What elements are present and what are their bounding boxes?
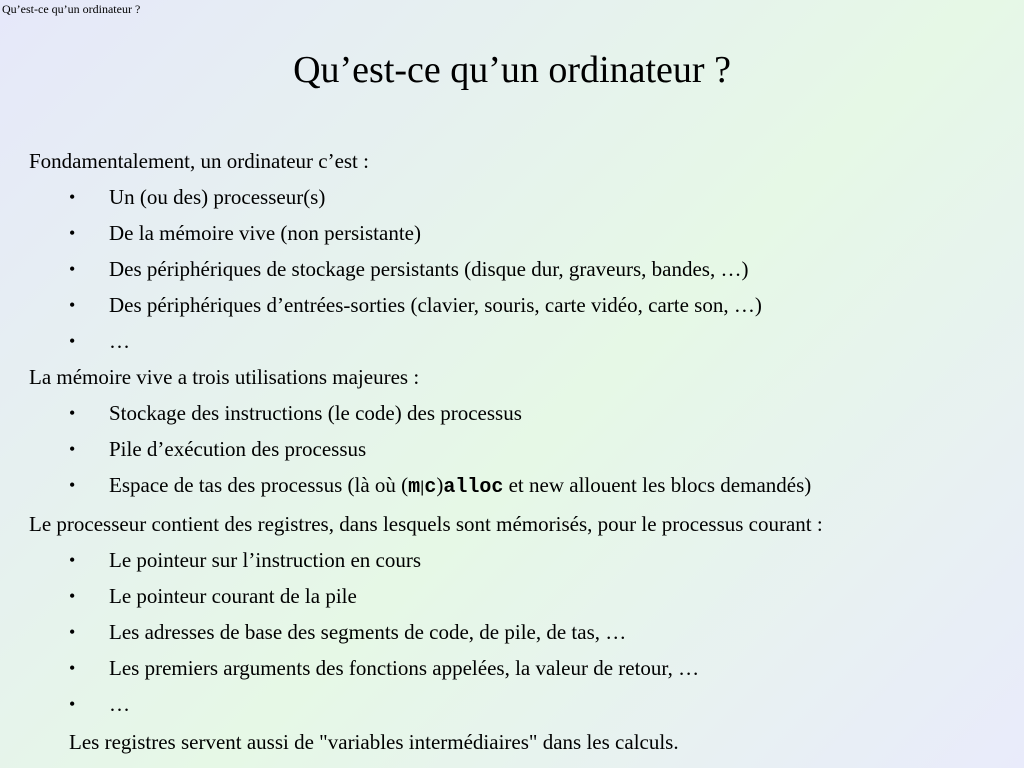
list-item-text: Des périphériques de stockage persistants (disque dur, graveurs, bandes, …)	[109, 257, 749, 281]
bullet-icon: •	[69, 475, 76, 495]
list-item	[29, 578, 1019, 614]
list-item	[29, 287, 1019, 323]
bullet-icon: •	[69, 259, 76, 279]
list-item	[29, 431, 1019, 467]
list-item	[29, 542, 1019, 578]
list-computer-components	[29, 179, 1019, 359]
list-item-text: Des périphériques d’entrées-sorties (clavier, souris, carte vidéo, carte son, …)	[109, 293, 762, 317]
list-item-text: …	[109, 329, 130, 353]
code-c: c	[424, 476, 437, 499]
list-item-heap	[29, 467, 1019, 506]
bullet-icon: •	[69, 223, 76, 243]
list-item	[29, 614, 1019, 650]
list-item-text: Le pointeur sur l’instruction en cours	[109, 548, 422, 572]
list-item	[29, 179, 1019, 215]
bullet-icon: •	[69, 403, 76, 423]
section-intro-registers: Le processeur contient des registres, dans lesquels sont mémorisés, pour le processus courant :	[29, 512, 823, 536]
running-header: Qu’est-ce qu’un ordinateur ?	[2, 2, 141, 16]
list-item-text: De la mémoire vive (non persistante)	[109, 221, 421, 245]
closing-note: Les registres servent aussi de "variables intermédiaires" dans les calculs.	[69, 730, 679, 754]
list-item	[29, 686, 1019, 722]
code-m: m	[408, 476, 421, 499]
code-alloc: alloc	[443, 476, 504, 499]
list-item	[29, 215, 1019, 251]
bullet-icon: •	[69, 622, 76, 642]
bullet-icon: •	[69, 187, 76, 207]
list-item-text: Stockage des instructions (le code) des processus	[109, 401, 522, 425]
list-item-text: Un (ou des) processeur(s)	[109, 185, 326, 209]
slide-title: Qu’est-ce qu’un ordinateur ?	[293, 49, 731, 91]
bullet-icon: •	[69, 694, 76, 714]
section-intro-computer: Fondamentalement, un ordinateur c’est :	[29, 149, 369, 173]
list-item	[29, 251, 1019, 287]
list-item-text: Pile d’exécution des processus	[109, 437, 367, 461]
bullet-icon: •	[69, 550, 76, 570]
section-intro-memory: La mémoire vive a trois utilisations majeures :	[29, 365, 420, 389]
bullet-icon: •	[69, 439, 76, 459]
list-item-text: …	[109, 692, 130, 716]
bullet-icon: •	[69, 586, 76, 606]
list-item-text: Le pointeur courant de la pile	[109, 584, 357, 608]
list-item-text: Les adresses de base des segments de code, de pile, de tas, …	[109, 620, 627, 644]
bullet-icon: •	[69, 658, 76, 678]
code-separator: |	[420, 479, 425, 496]
heap-text-after: et new allouent les blocs demandés)	[503, 473, 812, 497]
code-close-paren: )	[436, 473, 444, 497]
list-registers	[29, 542, 1019, 722]
bullet-icon: •	[69, 331, 76, 351]
slide-content	[29, 143, 1019, 760]
list-memory-uses	[29, 395, 1019, 506]
list-item	[29, 323, 1019, 359]
list-item	[29, 650, 1019, 686]
bullet-icon: •	[69, 295, 76, 315]
heap-text-before: Espace de tas des processus (là où (	[109, 473, 409, 497]
list-item	[29, 395, 1019, 431]
list-item-text: Les premiers arguments des fonctions appelées, la valeur de retour, …	[109, 656, 700, 680]
